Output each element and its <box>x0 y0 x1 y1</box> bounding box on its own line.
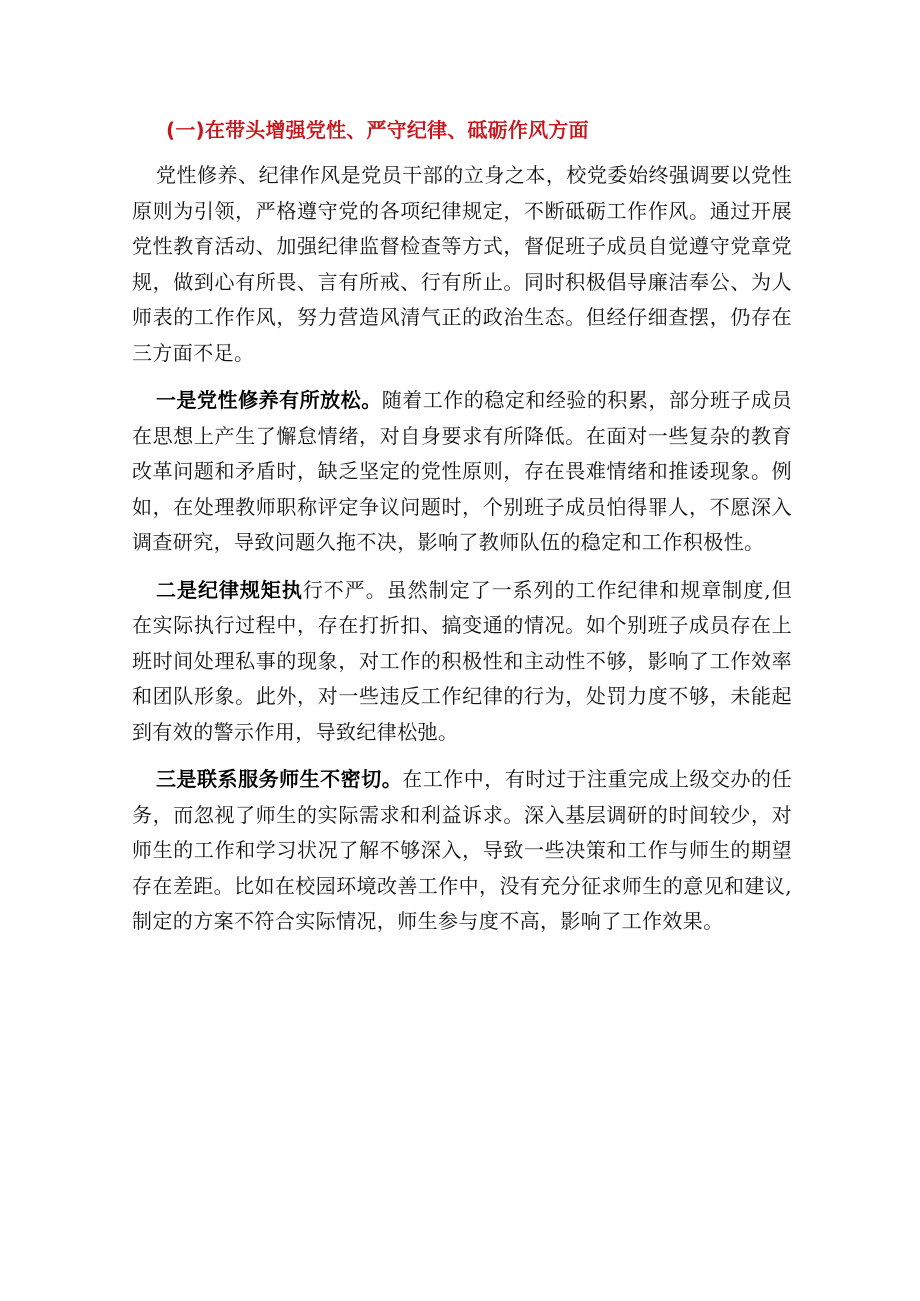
point-3-lead: 三是联系服务师生不密切。 <box>156 767 403 791</box>
point-1-lead: 一是党性修养有所放松。 <box>156 388 382 412</box>
point-2-body: 行不严。虽然制定了一系列的工作纪律和规章制度,但在实际执行过程中，存在打折扣、搞变通的情况。如个别班子成员存在上班时间处理私事的现象，对工作的积极性和主动性不够，影响了工作效率和团队形象。此外，对一些违反工作纪律的行为，处罚力度不够，未能起到有效的警示作用，导致纪律松弛。 <box>132 577 792 744</box>
point-2-lead: 二是纪律规矩执 <box>156 577 303 602</box>
point-paragraph-3 <box>132 762 792 940</box>
point-paragraph-2 <box>132 573 792 751</box>
intro-paragraph <box>132 158 792 371</box>
section-heading: (一)在带头增强党性、严守纪律、砥砺作风方面 <box>166 118 589 142</box>
point-paragraph-1 <box>132 383 792 561</box>
point-3-body: 在工作中，有时过于注重完成上级交办的任务，而忽视了师生的实际需求和利益诉求。深入基层调研的时间较少，对师生的工作和学习状况了解不够深入，导致一些决策和工作与师生的期望存在差距。比如在校园环境改善工作中，没有充分征求师生的意见和建议,制定的方案不符合实际情况，师生参与度不高，影响了工作效果。 <box>132 767 792 933</box>
point-1-body: 随着工作的稳定和经验的积累，部分班子成员在思想上产生了懈怠情绪，对自身要求有所降低。在面对一些复杂的教育改革问题和矛盾时，缺乏坚定的党性原则，存在畏难情绪和推诿现象。例如，在处理教师职称评定争议问题时，个别班子成员怕得罪人，不愿深入调查研究，导致问题久拖不决，影响了教师队伍的稳定和工作积极性。 <box>132 388 792 554</box>
intro-text: 党性修养、纪律作风是党员干部的立身之本，校党委始终强调要以党性原则为引领，严格遵守党的各项纪律规定，不断砥砺工作作风。通过开展党性教育活动、加强纪律监督检查等方式，督促班子成员自觉遵守党章党规，做到心有所畏、言有所戒、行有所止。同时积极倡导廉洁奉公、为人师表的工作作风，努力营造风清气正的政治生态。但经仔细查摆，仍存在三方面不足。 <box>132 163 792 365</box>
document-body <box>132 114 792 952</box>
